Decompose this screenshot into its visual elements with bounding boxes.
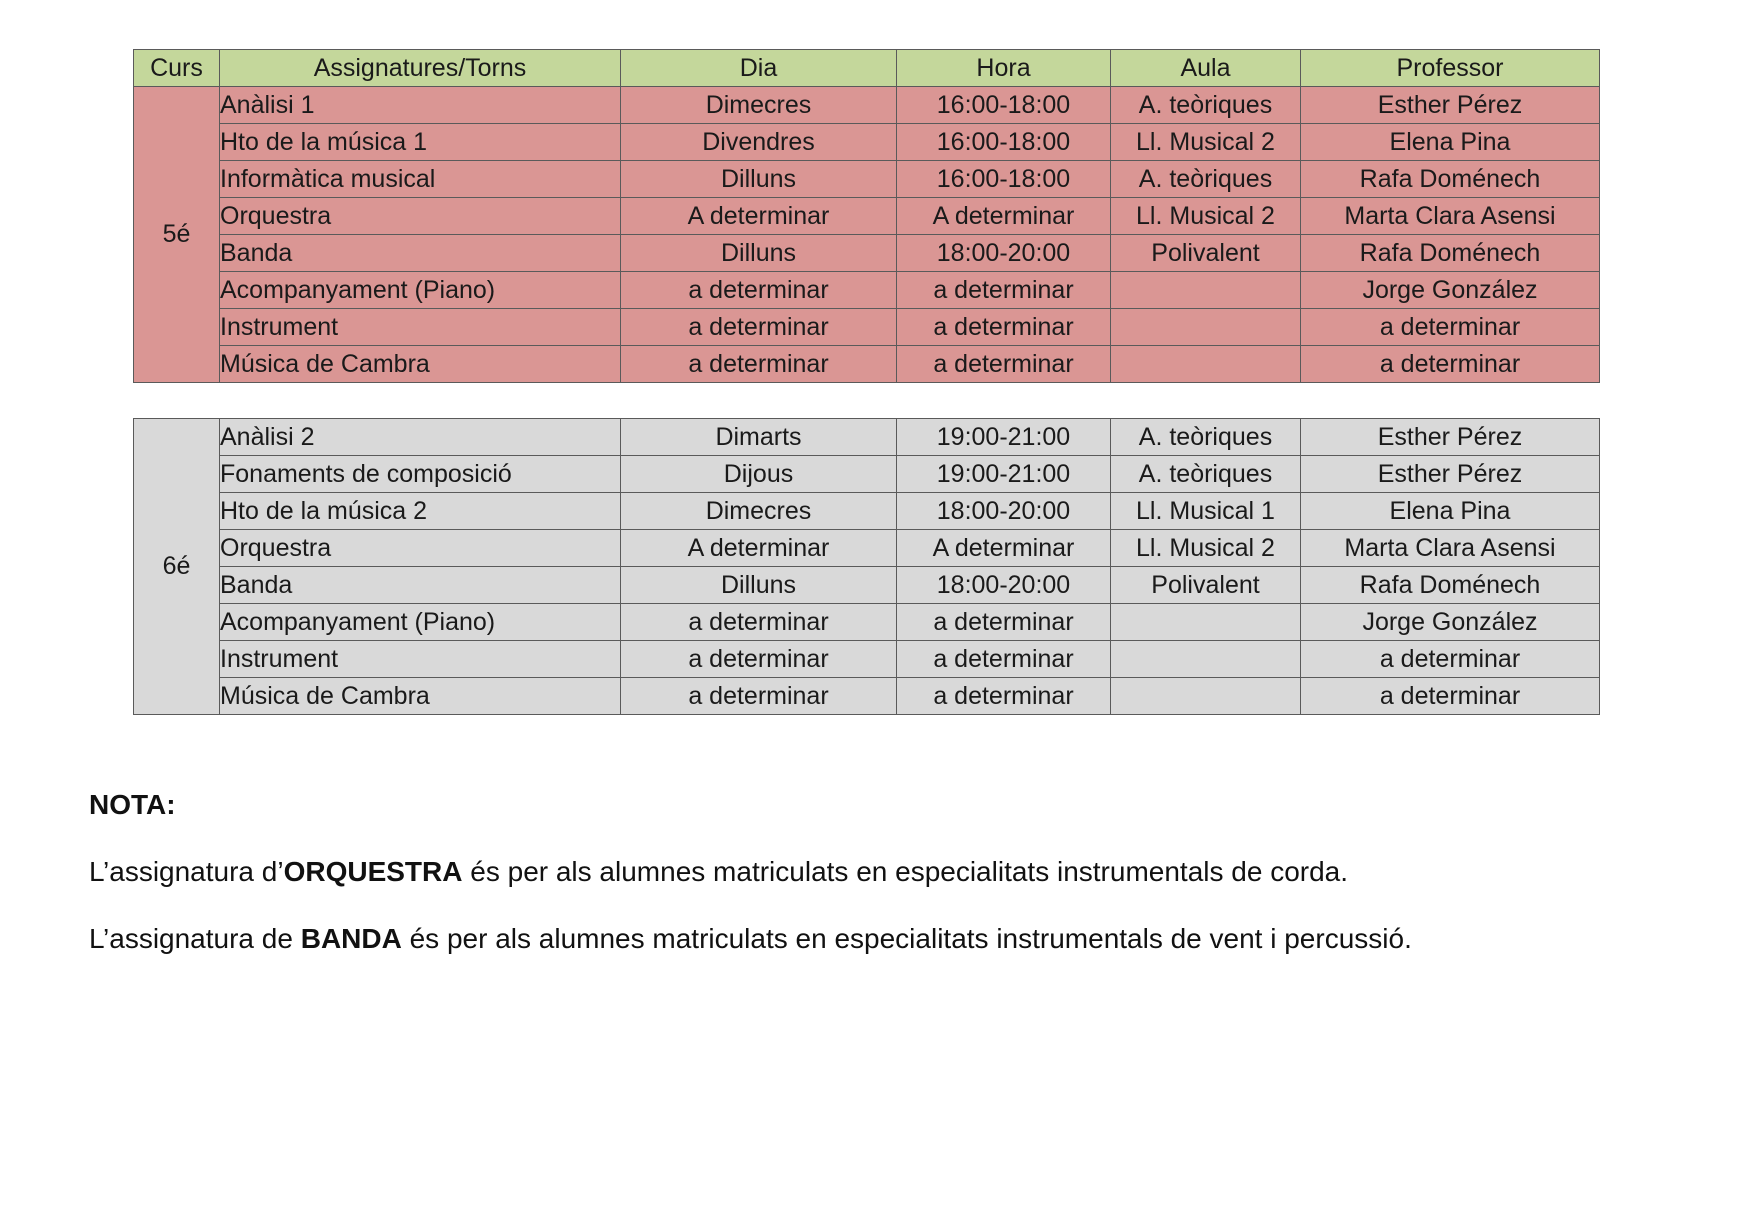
table-row xyxy=(134,161,1600,198)
professor-cell: Rafa Doménech xyxy=(1301,567,1600,604)
nota-line1-pre: L’assignatura d’ xyxy=(89,856,284,887)
schedule-table-5e xyxy=(133,49,1600,383)
dia-cell: a determinar xyxy=(621,641,897,678)
nota-line1-bold: ORQUESTRA xyxy=(283,856,463,887)
aula-cell: A. teòriques xyxy=(1111,456,1301,493)
professor-cell: Marta Clara Asensi xyxy=(1301,198,1600,235)
course-5e-body xyxy=(134,87,1600,383)
aula-cell: A. teòriques xyxy=(1111,87,1301,124)
table-row xyxy=(134,346,1600,383)
hora-cell: 16:00-18:00 xyxy=(897,87,1111,124)
dia-cell: a determinar xyxy=(621,346,897,383)
table-row xyxy=(134,87,1600,124)
table-row xyxy=(134,124,1600,161)
table-row xyxy=(134,604,1600,641)
dia-cell: Dimecres xyxy=(621,493,897,530)
hora-cell: a determinar xyxy=(897,641,1111,678)
subject-cell: Banda xyxy=(220,567,621,604)
hora-cell: a determinar xyxy=(897,346,1111,383)
professor-cell: Jorge González xyxy=(1301,604,1600,641)
dia-cell: Dijous xyxy=(621,456,897,493)
subject-cell: Acompanyament (Piano) xyxy=(220,604,621,641)
header-dia: Dia xyxy=(621,50,897,87)
subject-cell: Acompanyament (Piano) xyxy=(220,272,621,309)
header-assignatures: Assignatures/Torns xyxy=(220,50,621,87)
subject-cell: Orquestra xyxy=(220,530,621,567)
subject-cell: Música de Cambra xyxy=(220,346,621,383)
hora-cell: 19:00-21:00 xyxy=(897,456,1111,493)
nota-line2-bold: BANDA xyxy=(300,923,402,954)
dia-cell: Dimecres xyxy=(621,87,897,124)
aula-cell: Polivalent xyxy=(1111,567,1301,604)
header-hora: Hora xyxy=(897,50,1111,87)
professor-cell: Esther Pérez xyxy=(1301,456,1600,493)
subject-cell: Informàtica musical xyxy=(220,161,621,198)
subject-cell: Anàlisi 2 xyxy=(220,419,621,456)
subject-cell: Instrument xyxy=(220,309,621,346)
hora-cell: 19:00-21:00 xyxy=(897,419,1111,456)
aula-cell xyxy=(1111,641,1301,678)
professor-cell: Elena Pina xyxy=(1301,124,1600,161)
table-row xyxy=(134,641,1600,678)
subject-cell: Orquestra xyxy=(220,198,621,235)
professor-cell: Elena Pina xyxy=(1301,493,1600,530)
table-row xyxy=(134,419,1600,456)
hora-cell: 16:00-18:00 xyxy=(897,124,1111,161)
professor-cell: Rafa Doménech xyxy=(1301,235,1600,272)
aula-cell xyxy=(1111,604,1301,641)
hora-cell: a determinar xyxy=(897,272,1111,309)
subject-cell: Banda xyxy=(220,235,621,272)
dia-cell: a determinar xyxy=(621,272,897,309)
nota-line2-pre: L’assignatura de xyxy=(89,923,301,954)
aula-cell xyxy=(1111,346,1301,383)
hora-cell: a determinar xyxy=(897,604,1111,641)
subject-cell: Música de Cambra xyxy=(220,678,621,715)
table-row xyxy=(134,456,1600,493)
aula-cell: Ll. Musical 1 xyxy=(1111,493,1301,530)
nota-line2-post: és per als alumnes matriculats en especialitats instrumentals de vent i percussió. xyxy=(401,923,1412,954)
hora-cell: 18:00-20:00 xyxy=(897,567,1111,604)
table-row xyxy=(134,567,1600,604)
professor-cell: a determinar xyxy=(1301,678,1600,715)
aula-cell: Ll. Musical 2 xyxy=(1111,530,1301,567)
hora-cell: 18:00-20:00 xyxy=(897,493,1111,530)
hora-cell: 18:00-20:00 xyxy=(897,235,1111,272)
table-row xyxy=(134,530,1600,567)
aula-cell: Polivalent xyxy=(1111,235,1301,272)
header-aula: Aula xyxy=(1111,50,1301,87)
hora-cell: A determinar xyxy=(897,198,1111,235)
professor-cell: a determinar xyxy=(1301,346,1600,383)
aula-cell: Ll. Musical 2 xyxy=(1111,198,1301,235)
dia-cell: a determinar xyxy=(621,604,897,641)
nota-banda-line xyxy=(89,923,1412,955)
dia-cell: A determinar xyxy=(621,530,897,567)
header-curs: Curs xyxy=(134,50,220,87)
hora-cell: a determinar xyxy=(897,678,1111,715)
professor-cell: Esther Pérez xyxy=(1301,87,1600,124)
aula-cell xyxy=(1111,678,1301,715)
aula-cell xyxy=(1111,309,1301,346)
nota-title: NOTA: xyxy=(89,789,176,820)
course-6e-body xyxy=(134,419,1600,715)
table-row xyxy=(134,678,1600,715)
table-row xyxy=(134,272,1600,309)
dia-cell: a determinar xyxy=(621,678,897,715)
dia-cell: Dilluns xyxy=(621,161,897,198)
aula-cell: A. teòriques xyxy=(1111,161,1301,198)
dia-cell: a determinar xyxy=(621,309,897,346)
table-row xyxy=(134,309,1600,346)
nota-line1-post: és per als alumnes matriculats en especialitats instrumentals de corda. xyxy=(462,856,1349,887)
header-professor: Professor xyxy=(1301,50,1600,87)
table-row xyxy=(134,493,1600,530)
dia-cell: Dilluns xyxy=(621,235,897,272)
nota-orquestra-line xyxy=(89,856,1348,888)
aula-cell: Ll. Musical 2 xyxy=(1111,124,1301,161)
hora-cell: A determinar xyxy=(897,530,1111,567)
aula-cell: A. teòriques xyxy=(1111,419,1301,456)
professor-cell: a determinar xyxy=(1301,641,1600,678)
subject-cell: Hto de la música 2 xyxy=(220,493,621,530)
hora-cell: 16:00-18:00 xyxy=(897,161,1111,198)
hora-cell: a determinar xyxy=(897,309,1111,346)
subject-cell: Anàlisi 1 xyxy=(220,87,621,124)
subject-cell: Instrument xyxy=(220,641,621,678)
dia-cell: Dimarts xyxy=(621,419,897,456)
course-label-6e: 6é xyxy=(134,419,220,715)
subject-cell: Fonaments de composició xyxy=(220,456,621,493)
dia-cell: Dilluns xyxy=(621,567,897,604)
table-row xyxy=(134,235,1600,272)
table-header-row xyxy=(134,50,1600,87)
professor-cell: Esther Pérez xyxy=(1301,419,1600,456)
table-row xyxy=(134,198,1600,235)
dia-cell: Divendres xyxy=(621,124,897,161)
professor-cell: Jorge González xyxy=(1301,272,1600,309)
dia-cell: A determinar xyxy=(621,198,897,235)
professor-cell: Rafa Doménech xyxy=(1301,161,1600,198)
aula-cell xyxy=(1111,272,1301,309)
professor-cell: a determinar xyxy=(1301,309,1600,346)
professor-cell: Marta Clara Asensi xyxy=(1301,530,1600,567)
course-label-5e: 5é xyxy=(134,87,220,383)
subject-cell: Hto de la música 1 xyxy=(220,124,621,161)
schedule-table-6e xyxy=(133,418,1600,715)
